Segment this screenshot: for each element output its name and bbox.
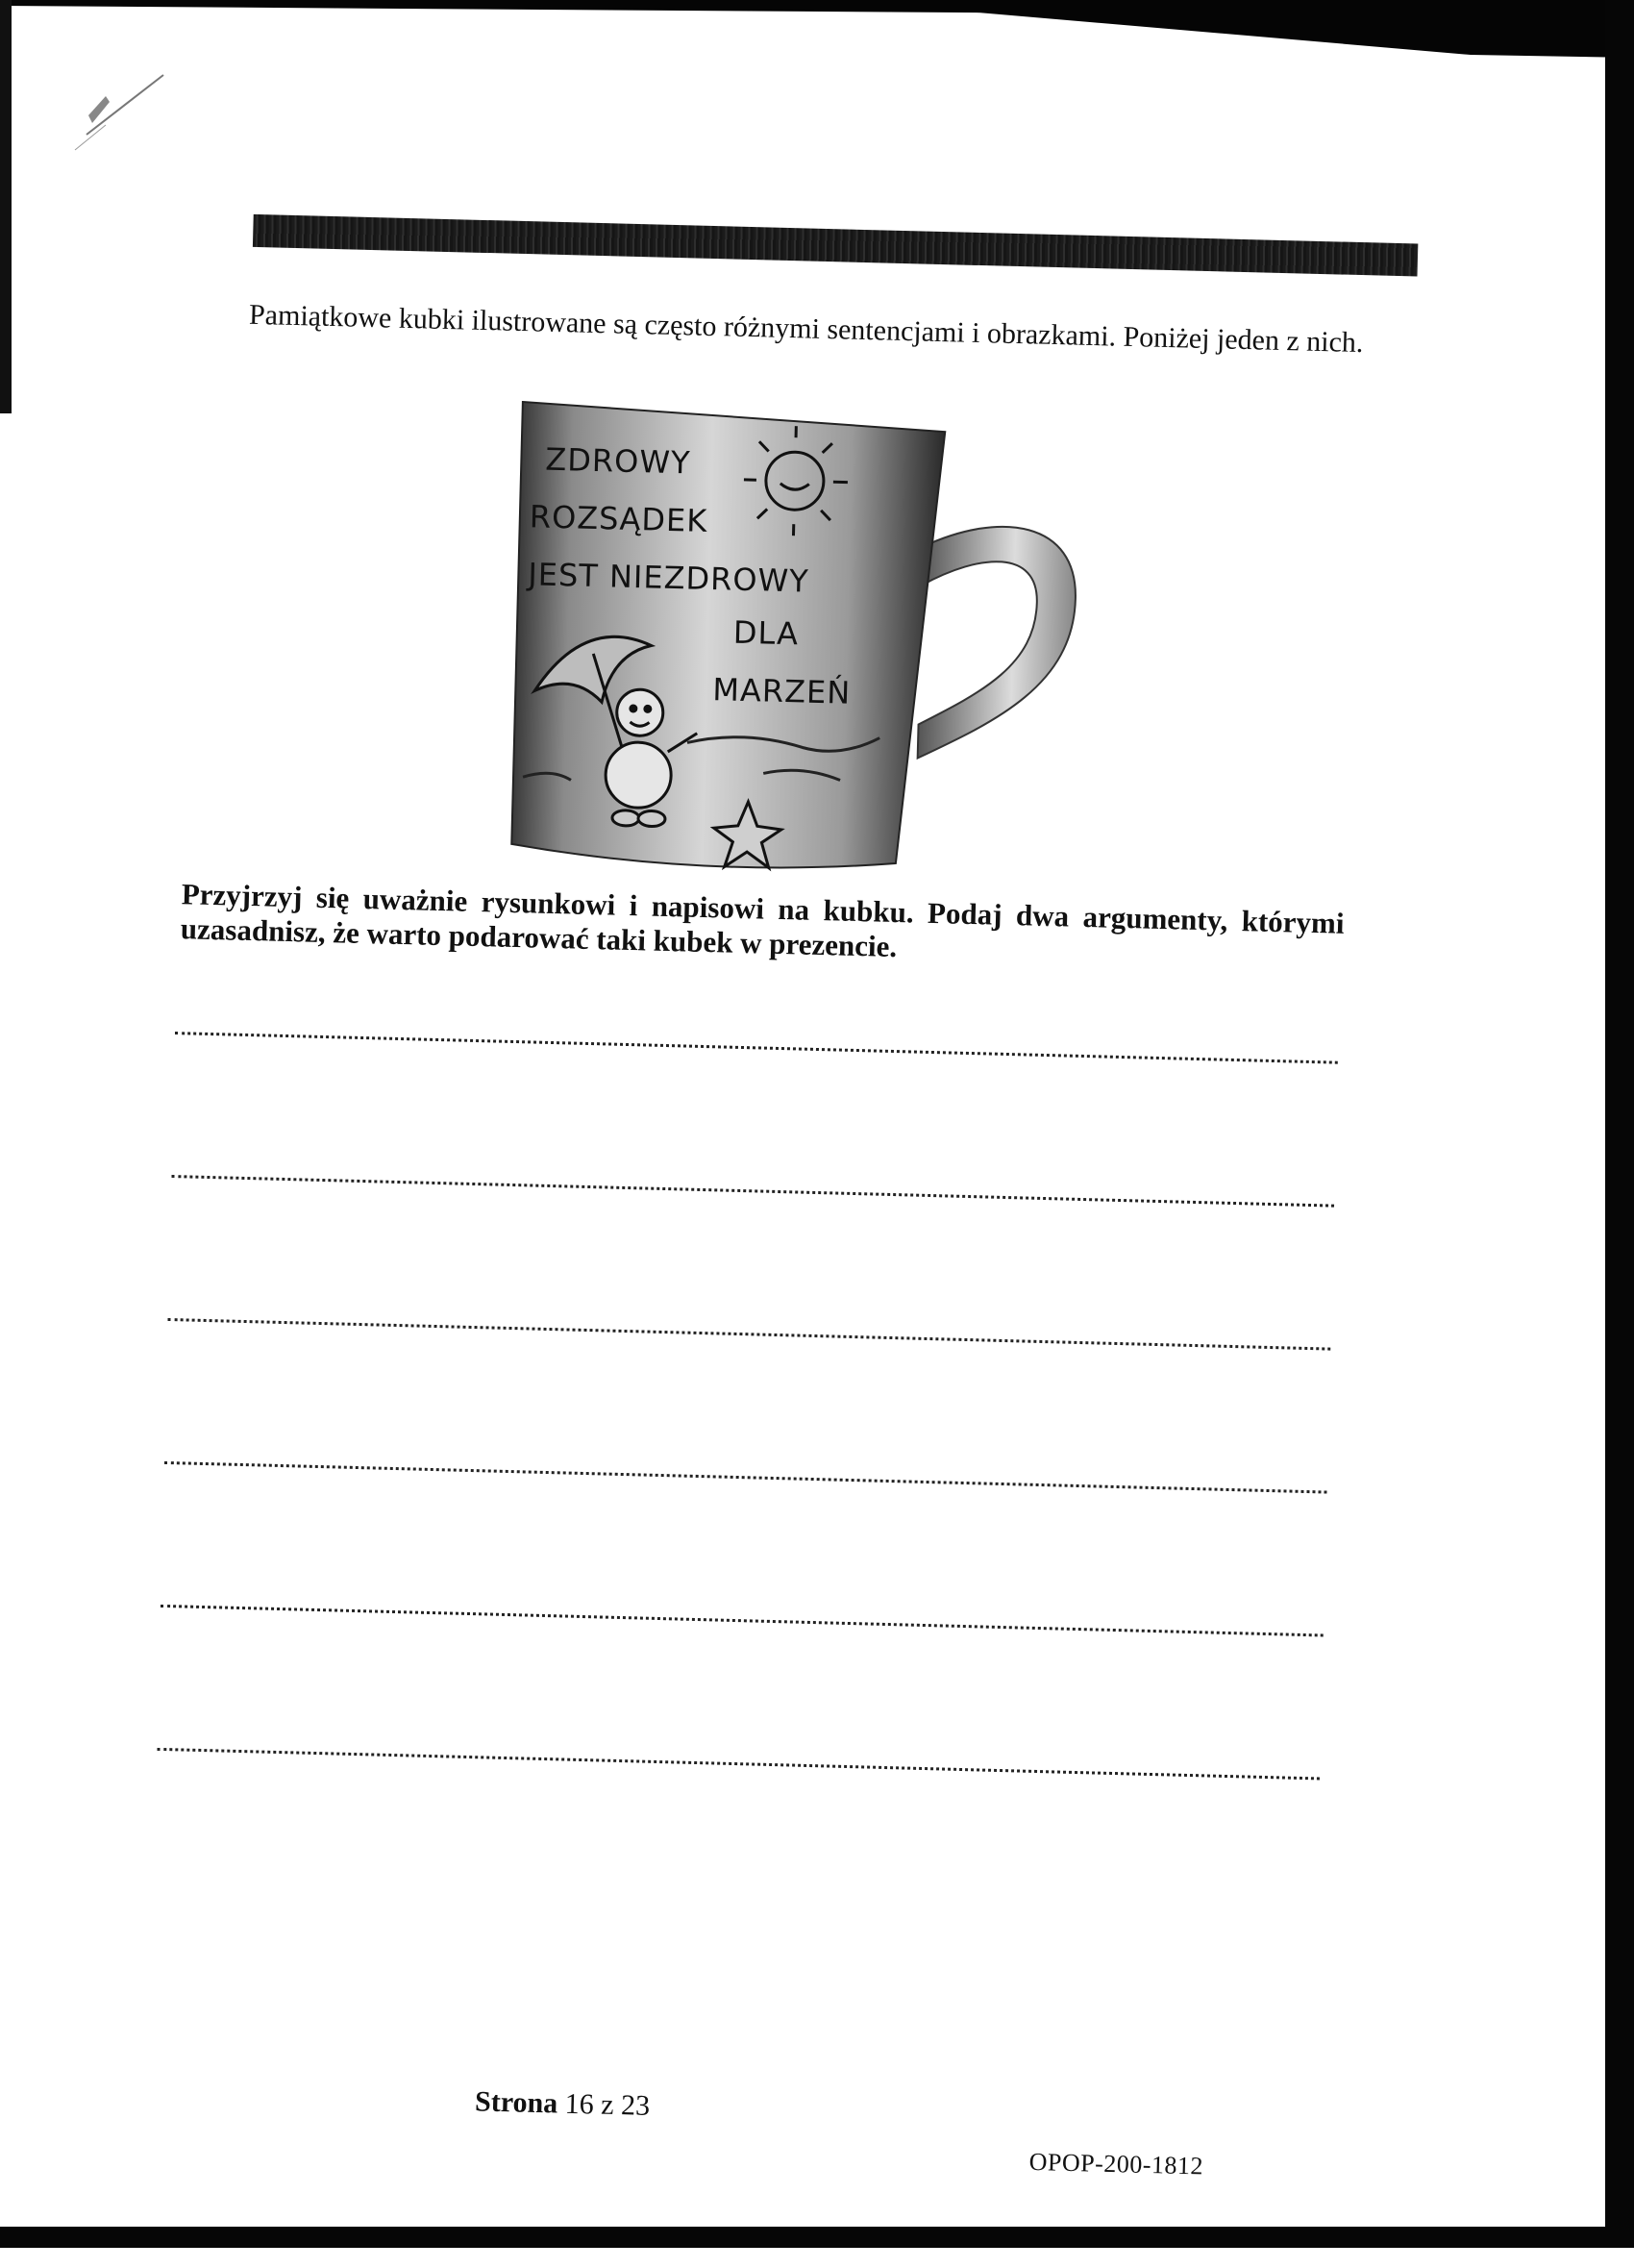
page-of: 16 z 23 [564, 2088, 650, 2122]
mug-illustration [492, 392, 1138, 889]
page-label: Strona [475, 2085, 558, 2119]
task-question: Przyjrzyj się uważnie rysunkowi i napisowi na kubku. Podaj dwa argumenty, którymi uzasadnisz, że warto podarować taki kubek w prezencie. [180, 877, 1344, 976]
mug-inscription-line-4: DLA [732, 614, 799, 653]
task-header-bar [253, 214, 1418, 277]
answer-line[interactable] [157, 1608, 1323, 1781]
mug-inscription-line-3: JEST NIEZDROWY [526, 556, 809, 599]
page-number [475, 2085, 651, 2123]
scan-border-left [0, 0, 12, 413]
exam-code: OPOP-200-1812 [1028, 2148, 1203, 2181]
mug-inscription-line-2: ROZSĄDEK [529, 498, 707, 539]
answer-area[interactable] [157, 993, 1339, 1780]
intro-paragraph: Pamiątkowe kubki ilustrowane są często różnymi sentencjami i obrazkami. Poniżej jeden z nich. [249, 299, 1414, 361]
mug-inscription-line-1: ZDROWY [545, 441, 691, 482]
mug-inscription-line-5: MARZEŃ [712, 671, 852, 711]
mug-handle [918, 525, 1077, 762]
